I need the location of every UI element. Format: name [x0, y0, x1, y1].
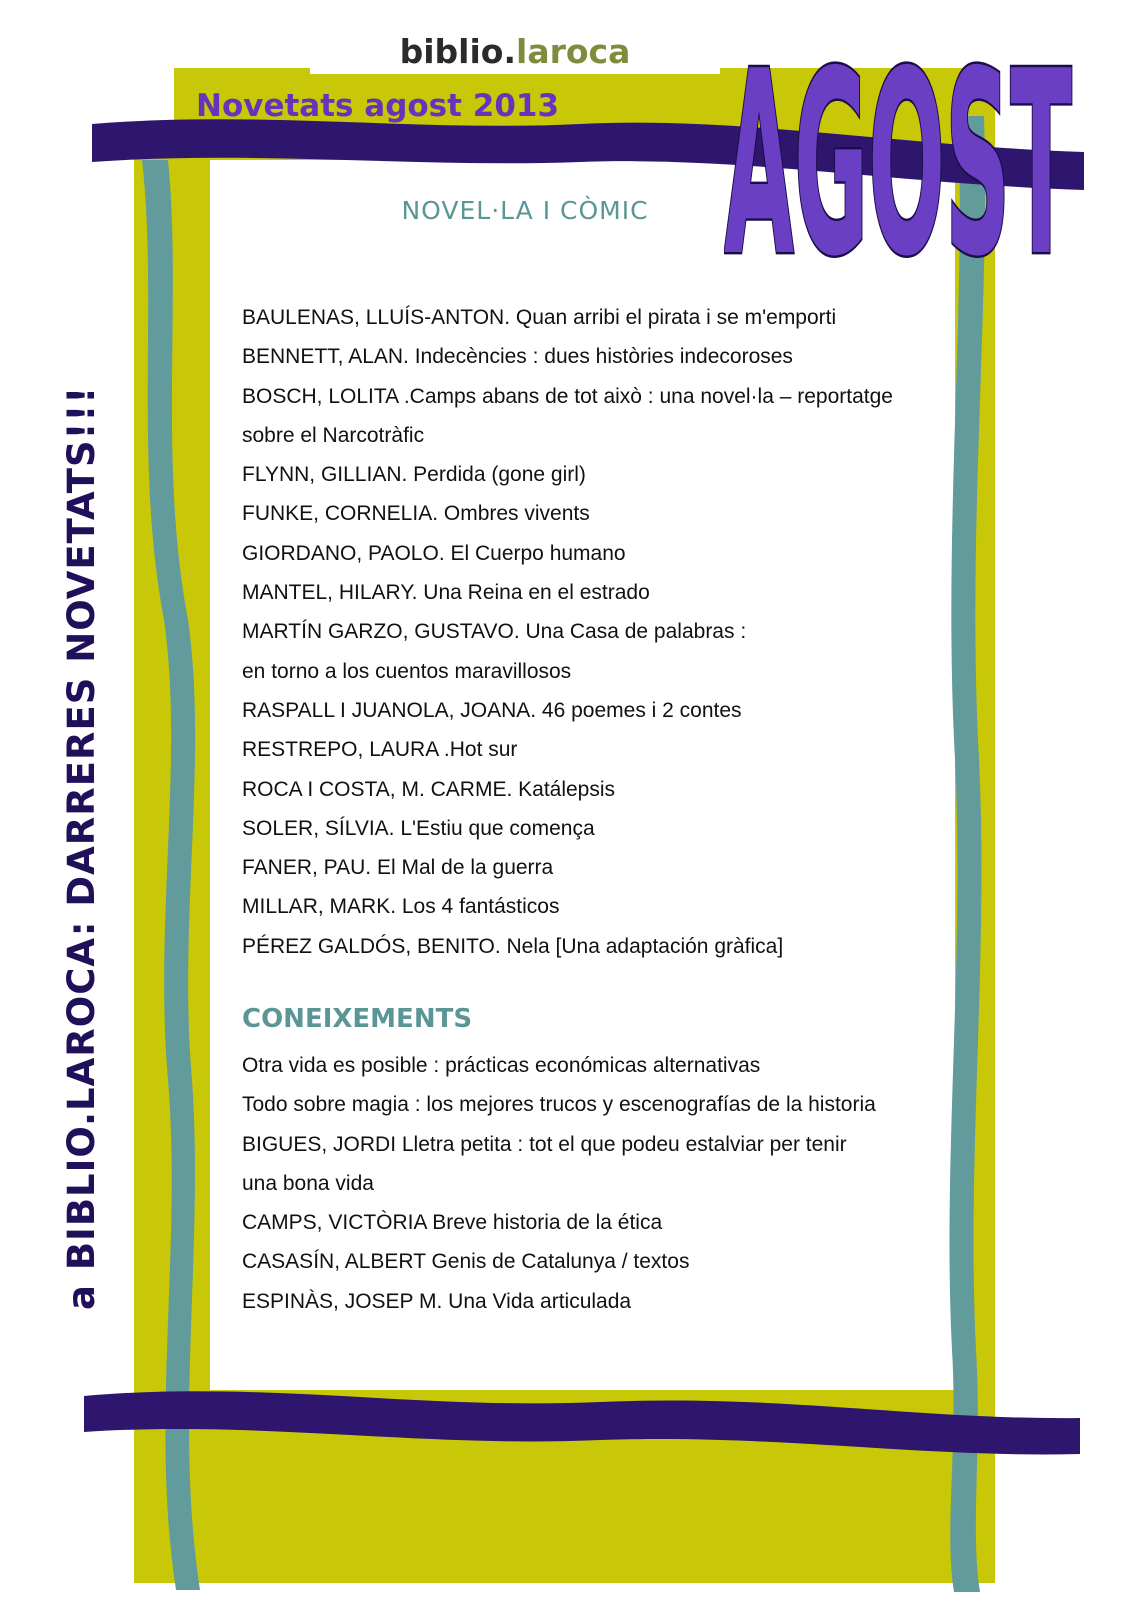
- list-item: CAMPS, VICTÒRIA Breve historia de la ética: [242, 1211, 663, 1235]
- list-item: ROCA I COSTA, M. CARME. Katálepsis: [242, 777, 616, 801]
- side-banner: a BIBLIO.LAROCA: DARRERES NOVETATS!!!: [60, 385, 103, 1310]
- page-subtitle: Novetats agost 2013: [196, 88, 560, 124]
- list-item: BOSCH, LOLITA .Camps abans de tot això : una novel·la – reportatge: [242, 384, 893, 408]
- list-item: GIORDANO, PAOLO. El Cuerpo humano: [242, 541, 626, 565]
- list-item: RASPALL I JUANOLA, JOANA. 46 poemes i 2 contes: [242, 698, 742, 722]
- list-item: BENNETT, ALAN. Indecències : dues històries indecoroses: [242, 345, 793, 369]
- list-item: SOLER, SÍLVIA. L'Estiu que comença: [242, 816, 595, 840]
- logo-part1: biblio.: [399, 32, 517, 71]
- list-item: una bona vida: [242, 1171, 374, 1195]
- coneixements-list: [242, 1046, 876, 1321]
- list-item: PÉREZ GALDÓS, BENITO. Nela [Una adaptación gràfica]: [242, 934, 784, 958]
- list-item: CASASÍN, ALBERT Genis de Catalunya / textos: [242, 1250, 690, 1274]
- list-item: MARTÍN GARZO, GUSTAVO. Una Casa de palabras :: [242, 620, 747, 644]
- novella-list: [242, 298, 893, 966]
- logo-part2: laroca: [516, 32, 631, 71]
- list-item: en torno a los cuentos maravillosos: [242, 659, 572, 683]
- list-item: FANER, PAU. El Mal de la guerra: [242, 856, 554, 880]
- list-item: Otra vida es posible : prácticas económicas alternativas: [242, 1054, 761, 1077]
- list-item: FUNKE, CORNELIA. Ombres vivents: [242, 502, 590, 526]
- agost-title: [724, 18, 1084, 288]
- library-logo: [310, 30, 720, 74]
- coneixements-heading: CONEIXEMENTS: [242, 1004, 473, 1034]
- list-item: MANTEL, HILARY. Una Reina en el estrado: [242, 581, 650, 605]
- agost-title-text: AGOST: [724, 18, 1072, 288]
- list-item: BIGUES, JORDI Lletra petita : tot el que podeu estalviar per tenir: [242, 1132, 847, 1156]
- list-item: BAULENAS, LLUÍS-ANTON. Quan arribi el pirata i se m'emporti: [242, 306, 837, 329]
- list-item: ESPINÀS, JOSEP M. Una Vida articulada: [242, 1289, 632, 1313]
- list-item: FLYNN, GILLIAN. Perdida (gone girl): [242, 463, 586, 487]
- list-item: sobre el Narcotràfic: [242, 423, 425, 447]
- novella-heading: NOVEL·LA I CÒMIC: [401, 196, 649, 225]
- list-item: MILLAR, MARK. Los 4 fantásticos: [242, 895, 560, 919]
- list-item: Todo sobre magia : los mejores trucos y escenografías de la historia: [242, 1093, 876, 1117]
- list-item: RESTREPO, LAURA .Hot sur: [242, 738, 518, 762]
